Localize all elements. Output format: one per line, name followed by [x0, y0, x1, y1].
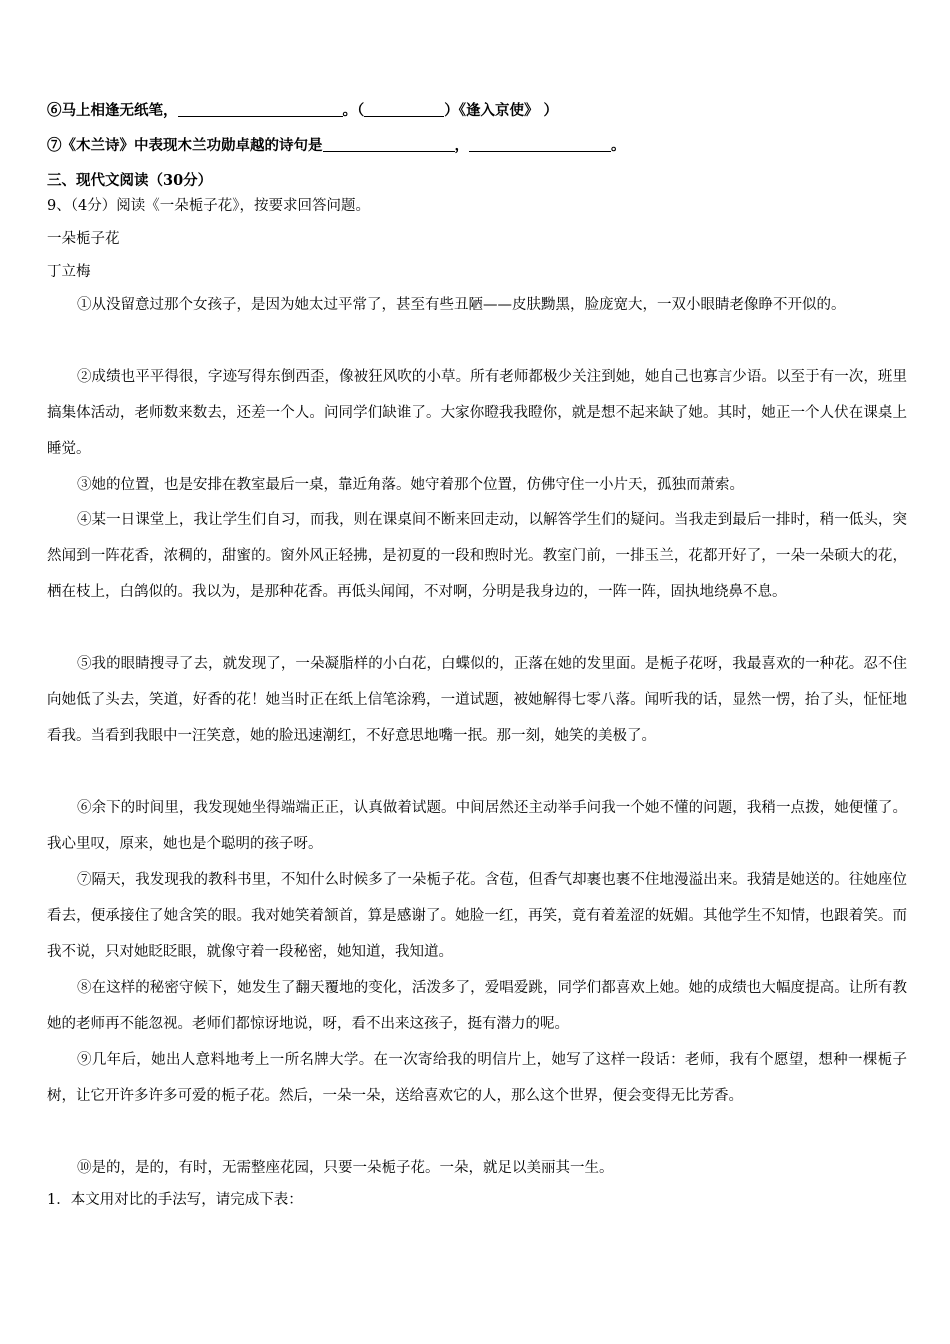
article-paragraph: ⑥余下的时间里，我发现她坐得端端正正，认真做着试题。中间居然还主动举手问我一个她不懂的问题，我稍一点拨，她便懂了。我心里叹，原来，她也是个聪明的孩子呀。: [47, 800, 907, 852]
article-paragraph: ⑧在这样的秘密守候下，她发生了翻天覆地的变化，活泼多了，爱唱爱跳，同学们都喜欢上她。她的成绩也大幅度提高。让所有教她的老师再不能忽视。老师们都惊讶地说，呀，看不出来这孩子，挺有潜力的呢。: [47, 980, 907, 1032]
q7-text-start: ⑦《木兰诗》中表现木兰功勋卓越的诗句是: [47, 137, 323, 154]
question-9-intro: 9、（4分）阅读《一朵栀子花》，按要求回答问题。: [47, 198, 370, 214]
q6-blank-1[interactable]: [178, 102, 343, 117]
q6-blank-2[interactable]: [364, 102, 444, 117]
q7-text-mid: ，: [454, 137, 469, 154]
question-6-line: [47, 101, 914, 121]
article-paragraph: ③她的位置，也是安排在教室最后一桌，靠近角落。她守着那个位置，仿佛守住一小片天，孤独而萧索。: [77, 477, 744, 493]
q6-text-end: ）《逢入京使》 ）: [444, 102, 559, 119]
q6-text-start: ⑥马上相逢无纸笔，: [47, 102, 178, 119]
article-paragraph: ①从没留意过那个女孩子，是因为她太过平常了，甚至有些丑陋——皮肤黝黑，脸庞宽大，一双小眼睛老像睁不开似的。: [77, 297, 846, 313]
article-paragraph: ④某一日课堂上，我让学生们自习，而我，则在课桌间不断来回走动，以解答学生们的疑问。当我走到最后一排时，稍一低头，突然闻到一阵花香，浓稠的，甜蜜的。窗外风正轻拂，是初夏的一段和煦时光。教室门前，一排玉兰，花都开好了，一朵一朵硕大的花，栖在枝上，白鸽似的。我以为，是那种花香。再低头闻闻，不对啊，分明是我身边的，一阵一阵，固执地绕鼻不息。: [47, 512, 907, 600]
article-author: 丁立梅: [47, 264, 91, 280]
q7-blank-2[interactable]: [469, 137, 611, 152]
section-title: 三、现代文阅读（30分）: [47, 172, 213, 189]
q7-blank-1[interactable]: [323, 137, 455, 152]
sub-question-1: 1．本文用对比的手法写，请完成下表：: [47, 1192, 303, 1208]
article-paragraph: ⑨几年后，她出人意料地考上一所名牌大学。在一次寄给我的明信片上，她写了这样一段话：老师，我有个愿望，想种一棵栀子树，让它开许多许多可爱的栀子花。然后，一朵一朵，送给喜欢它的人，那么这个世界，便会变得无比芳香。: [47, 1052, 907, 1104]
article-paragraph: ②成绩也平平得很，字迹写得东倒西歪，像被狂风吹的小草。所有老师都极少关注到她，她自己也寡言少语。以至于有一次，班里搞集体活动，老师数来数去，还差一个人。问同学们缺谁了。大家你瞪我我瞪你，就是想不起来缺了她。其时，她正一个人伏在课桌上睡觉。: [47, 369, 907, 457]
article-paragraph: ⑦隔天，我发现我的教科书里，不知什么时候多了一朵栀子花。含苞，但香气却裹也裹不住地漫溢出来。我猜是她送的。往她座位看去，便承接住了她含笑的眼。我对她笑着颔首，算是感谢了。她脸一红，再笑，竟有着羞涩的妩媚。其他学生不知情，也跟着笑。而我不说，只对她眨眨眼，就像守着一段秘密，她知道，我知道。: [47, 872, 907, 960]
article-paragraph: ⑤我的眼睛搜寻了去，就发现了，一朵凝脂样的小白花，白蝶似的，正落在她的发里面。是栀子花呀，我最喜欢的一种花。忍不住向她低了头去，笑道，好香的花！她当时正在纸上信笔涂鸦，一道试题，被她解得七零八落。闻听我的话，显然一愣，抬了头，怔怔地看我。当看到我眼中一汪笑意，她的脸迅速潮红，不好意思地嘴一抿。那一刻，她笑的美极了。: [47, 656, 907, 744]
article-paragraph: ⑩是的，是的，有时，无需整座花园，只要一朵栀子花。一朵，就足以美丽其一生。: [77, 1160, 614, 1176]
q6-text-mid: 。（: [342, 102, 365, 119]
q7-text-end: 。: [611, 137, 626, 154]
article-title: 一朵栀子花: [47, 231, 120, 247]
question-7-line: [47, 136, 914, 156]
